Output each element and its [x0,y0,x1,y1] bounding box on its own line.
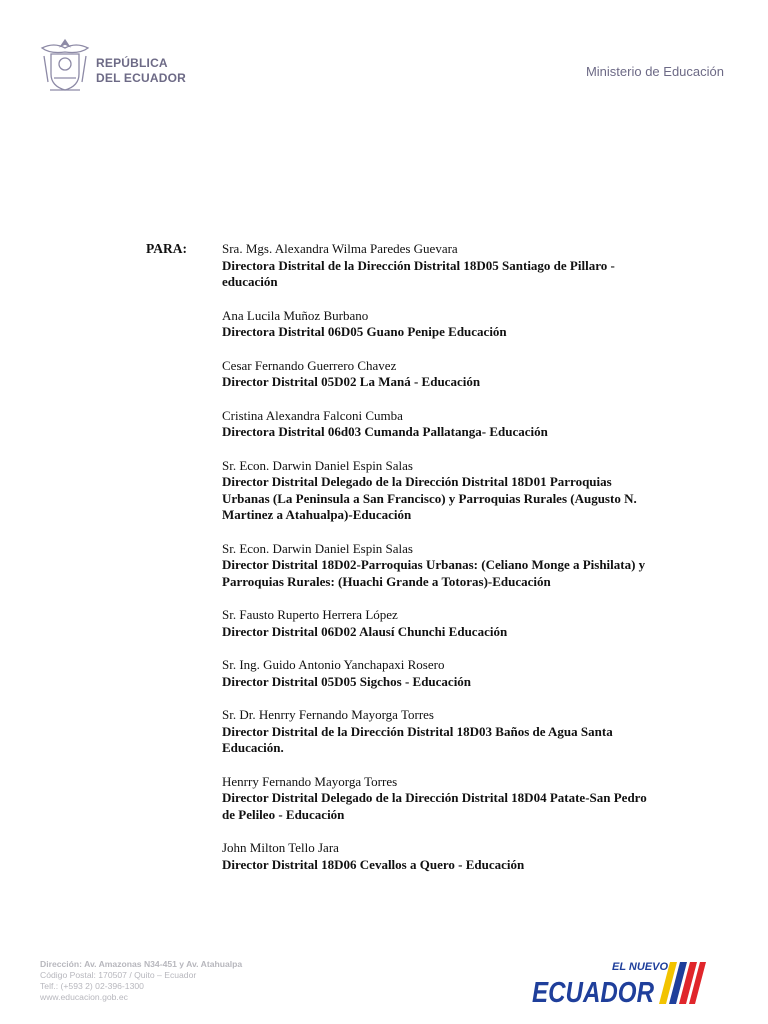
footer-address [40,959,242,1003]
recipient-name: John Milton Tello Jara [222,840,339,855]
el-nuevo-ecuador-logo [530,956,720,1008]
logo-big-text: ECUADOR [532,977,655,1008]
recipient-name: Sr. Ing. Guido Antonio Yanchapaxi Rosero [222,657,445,672]
recipient-title: Director Distrital 18D02-Parroquias Urbanas: (Celiano Monge a Pishilata) y Parroquias Rurales: (Huachi Grande a Totoras)-Educación [222,557,646,589]
recipient-title: Director Distrital 05D02 La Maná - Educación [222,374,481,389]
letterhead [0,0,768,110]
recipient-title: Director Distrital Delegado de la Dirección Distrital 18D01 Parroquias Urbanas (La Peninsula a San Francisco) y Parroquias Rurales (Augusto N. Martinez a Atahualpa)-Educación [222,474,637,522]
footer-website: www.educacion.gob.ec [40,992,128,1002]
recipient-title: Director Distrital 06D02 Alausí Chunchi Educación [222,623,508,639]
recipient-name: Ana Lucila Muñoz Burbano [222,307,369,323]
ministerio-title: Ministerio de Educación [585,64,724,79]
recipient-name: Sr. Fausto Ruperto Herrera López [222,607,398,622]
recipient-item [222,241,662,291]
recipient-title: Director Distrital 18D06 Cevallos a Quero - Educación [222,856,525,872]
recipient-name: Cristina Alexandra Falconi Cumba [222,407,403,423]
recipient-name: Sra. Mgs. Alexandra Wilma Paredes Guevara [222,241,458,256]
recipient-item [222,657,662,690]
recipient-title: Director Distrital de la Dirección Distrital 18D03 Baños de Agua Santa Educación. [222,723,613,755]
recipient-item [222,308,662,341]
recipient-name: Sr. Dr. Henrry Fernando Mayorga Torres [222,707,434,722]
recipient-name: Henrry Fernando Mayorga Torres [222,773,398,789]
recipient-name: Cesar Fernando Guerrero Chavez [222,357,397,373]
recipient-item [222,408,662,441]
recipient-item [222,707,662,757]
recipient-item [222,840,662,873]
republica-line2: DEL ECUADOR [96,71,186,85]
footer-codigo-postal: Código Postal: 170507 / Quito – Ecuador [40,970,197,980]
recipient-item [222,458,662,524]
recipient-item [222,774,662,824]
recipient-list [222,241,662,890]
recipient-name: Sr. Econ. Darwin Daniel Espin Salas [222,457,413,473]
recipient-name: Sr. Econ. Darwin Daniel Espin Salas [222,540,413,556]
recipient-title: Director Distrital 05D05 Sigchos - Educación [222,673,472,689]
recipient-item [222,358,662,391]
para-label: PARA: [146,241,187,256]
recipient-title: Directora Distrital 06d03 Cumanda Pallatanga- Educación [222,424,548,439]
republica-del-ecuador-wordmark [96,56,186,86]
recipient-title: Directora Distrital 06D05 Guano Penipe Educación [222,324,507,339]
recipient-item [222,541,662,591]
footer-telefono: Telf.: (+593 2) 02-396-1300 [40,981,144,991]
republica-line1: REPÚBLICA [96,56,168,70]
recipient-title: Directora Distrital de la Dirección Distrital 18D05 Santiago de Pillaro -educación [222,257,615,289]
footer-direccion: Dirección: Av. Amazonas N34-451 y Av. Atahualpa [40,959,243,969]
coat-of-arms-icon [36,34,94,96]
recipient-title: Director Distrital Delegado de la Dirección Distrital 18D04 Patate-San Pedro de Pelileo - Educación [222,790,647,822]
recipient-item [222,607,662,640]
logo-small-text: EL NUEVO [612,961,669,973]
